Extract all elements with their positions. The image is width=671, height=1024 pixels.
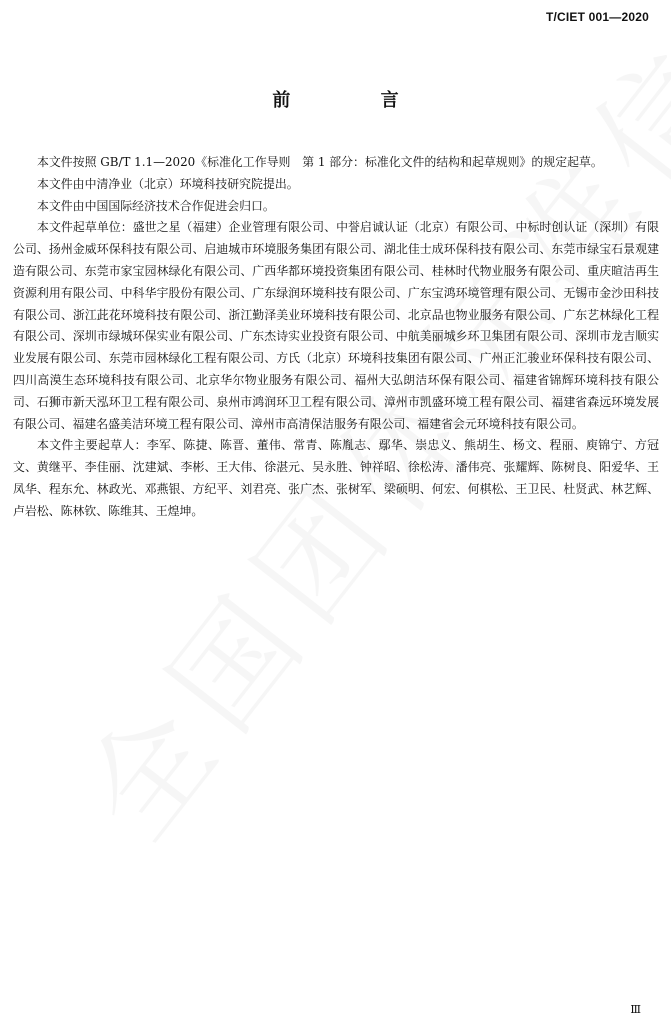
standard-code: T/CIET 001—2020	[545, 10, 649, 24]
paragraph-proposer: 本文件由中清净业（北京）环境科技研究院提出。	[37, 176, 299, 191]
paragraph-main-drafters: 本文件主要起草人：李军、陈捷、陈晋、董伟、常青、陈胤志、鄢华、崇忠义、熊胡生、杨文、程丽、庾锦宁、方冠文、黄继平、李佳丽、沈建斌、李彬、王大伟、徐湛元、吴永胜、钟祥昭、徐松涛、潘伟亮、张耀辉、陈树良、阳爱华、王凤华、程东允、林政光、邓燕银、方纪平、刘君亮、张广杰、张树军、梁硕明、何宏、何棋松、王卫民、杜贤武、林艺辉、卢岩松、陈林钦、陈维其、王煌坤。	[13, 438, 659, 518]
paragraph-drafting-rules: 本文件按照 GB/T 1.1—2020《标准化工作导则 第 1 部分：标准化文件的结构和起草规则》的规定起草。	[37, 155, 603, 169]
paragraph-drafting-units: 本文件起草单位：盛世之星（福建）企业管理有限公司、中誉启诚认证（北京）有限公司、中标时创认证（深圳）有限公司、扬州金威环保科技有限公司、启迪城市环境服务集团有限公司、湖北佳士成环保科技有限公司、东莞市绿宝石景观建造有限公司、东莞市家宝园林绿化有限公司、广西华都环境投资集团有限公司、桂林时代物业服务有限公司、重庆暄洁再生资源利用有限公司、中科华宇股份有限公司、广东绿润环境科技有限公司、广东宝鸿环境管理有限公司、无锡市金沙田科技有限公司、浙江茈花环境科技有限公司、浙江勤泽美业环境科技有限公司、北京品也物业服务有限公司、广东艺林绿化工程有限公司、深圳市绿城环保实业有限公司、广东杰诗实业投资有限公司、中航美丽城乡环卫集团有限公司、深圳市龙吉顺实业发展有限公司、东莞市园林绿化工程有限公司、方氏（北京）环境科技集团有限公司、广州正汇骏业环保科技有限公司、四川高漠生态环境科技有限公司、北京华尔物业服务有限公司、福州大弘朗洁环保有限公司、福建省锦辉环境科技有限公司、石狮市新天泓环卫工程有限公司、泉州市鸿润环卫工程有限公司、漳州市凯盛环境工程有限公司、福建省森远环境发展有限公司、福建名盛美洁环境工程有限公司、漳州市高清保洁服务有限公司、福建省会元环境科技有限公司。	[13, 220, 659, 431]
paragraph-administrator: 本文件由中国国际经济技术合作促进会归口。	[37, 198, 275, 213]
page-title: 前 言	[272, 90, 441, 111]
page-number: Ⅲ	[630, 1003, 641, 1016]
foreword-body	[13, 152, 659, 523]
